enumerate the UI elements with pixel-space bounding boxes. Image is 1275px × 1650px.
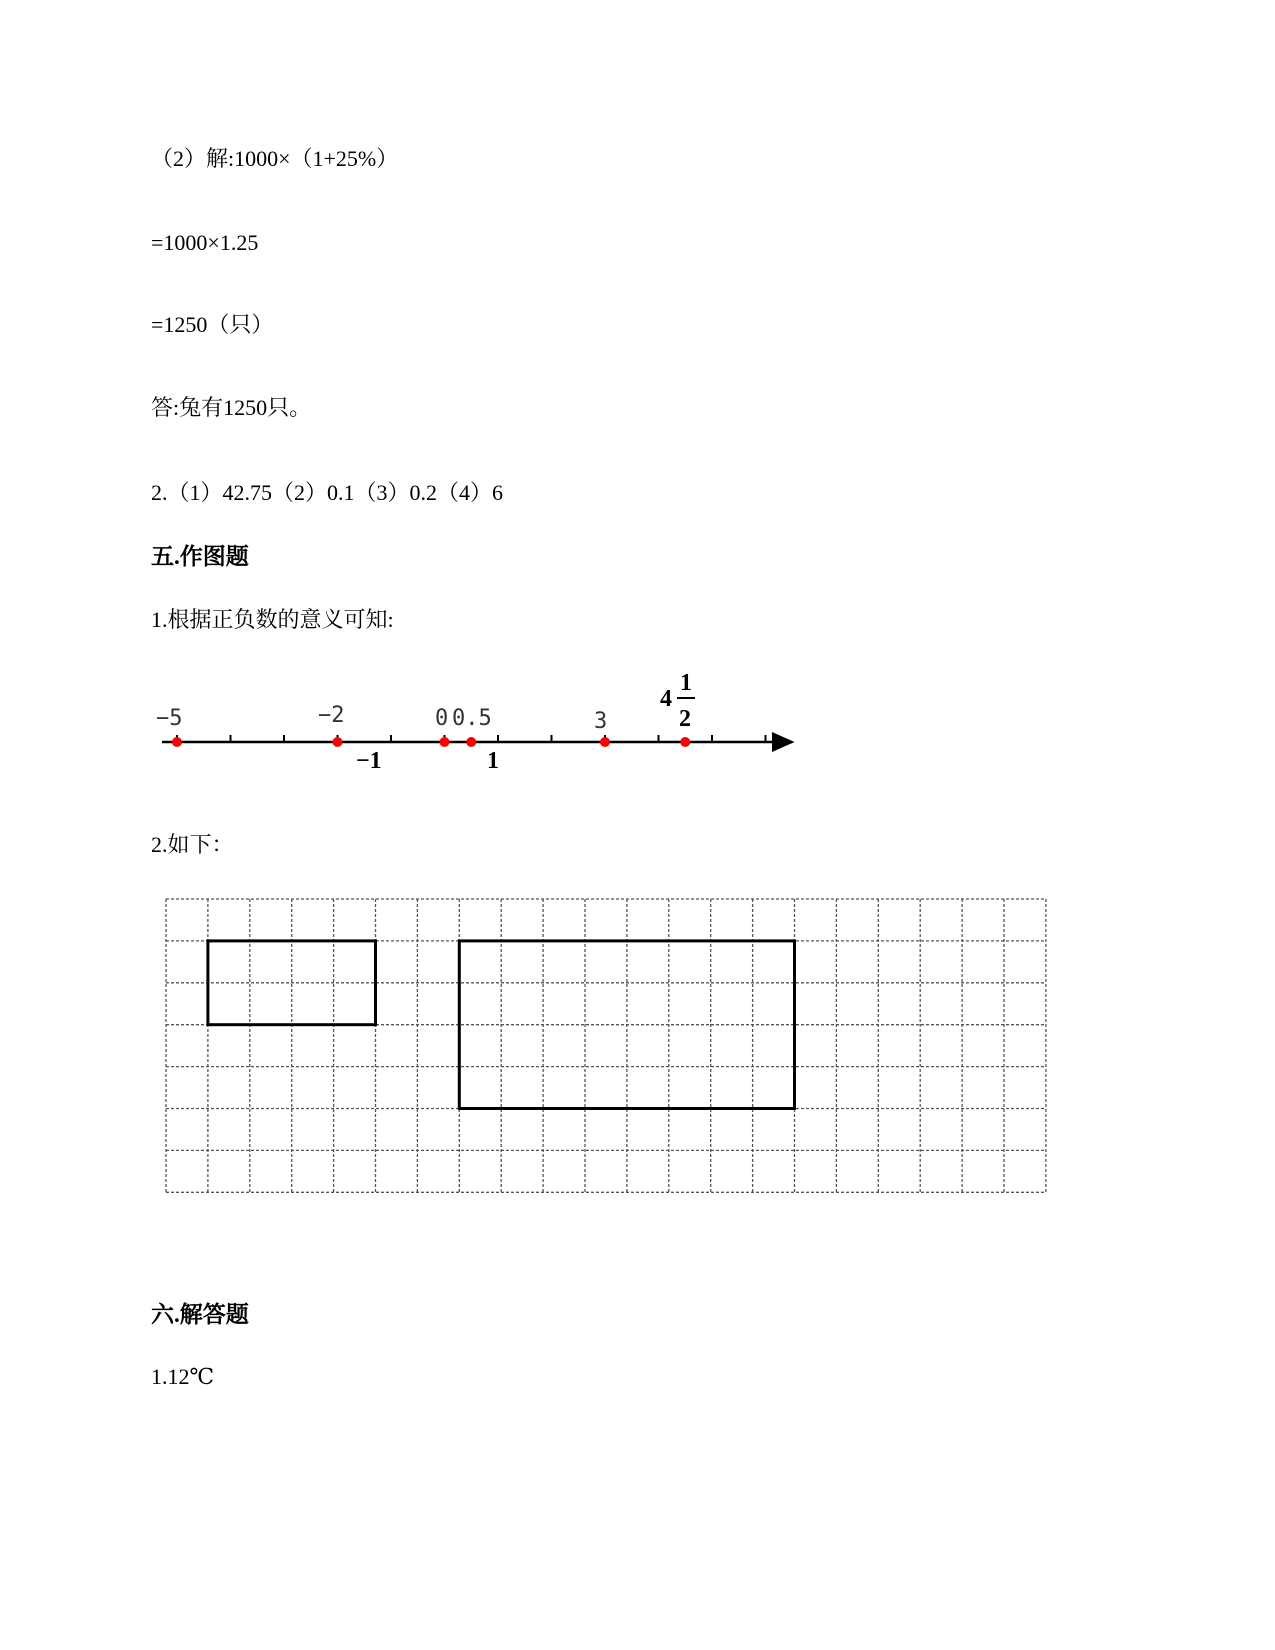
- label-3: 3: [594, 709, 608, 734]
- section-heading-drawing: 五.作图题: [151, 544, 249, 569]
- label-4-denominator: 2: [679, 706, 691, 732]
- label-4-whole: 4: [660, 686, 672, 712]
- label-0: 0: [435, 706, 449, 731]
- drawing-q2-text: 2.如下：: [151, 832, 234, 857]
- solution-q1-answer: 1.12℃: [151, 1364, 215, 1389]
- grid-lines: [166, 899, 1046, 1192]
- solution-line-2: =1000×1.25: [151, 230, 259, 255]
- square-grid: [165, 898, 1055, 1230]
- number-line: [150, 660, 850, 780]
- number-line-point: [600, 737, 610, 747]
- number-line-point: [172, 737, 182, 747]
- label-neg1: −1: [356, 748, 382, 774]
- section-heading-solutions: 六.解答题: [151, 1302, 249, 1327]
- answer-line: 答:兔有1250只。: [151, 395, 312, 420]
- label-1: 1: [487, 748, 499, 774]
- label-neg2: −2: [318, 703, 345, 728]
- number-line-point: [440, 737, 450, 747]
- number-line-point: [333, 737, 343, 747]
- number-line-point: [466, 737, 476, 747]
- solution-line-1: （2）解:1000×（1+25%）: [151, 146, 399, 171]
- label-0-5: 0.5: [452, 706, 492, 731]
- drawing-q1-text: 1.根据正负数的意义可知:: [151, 607, 394, 632]
- number-line-point: [680, 737, 690, 747]
- question-2-answers: 2.（1）42.75（2）0.1（3）0.2（4）6: [151, 480, 504, 505]
- label-4-numerator: 1: [680, 670, 692, 696]
- solution-line-3: =1250（只）: [151, 312, 274, 337]
- label-neg5: −5: [156, 706, 183, 731]
